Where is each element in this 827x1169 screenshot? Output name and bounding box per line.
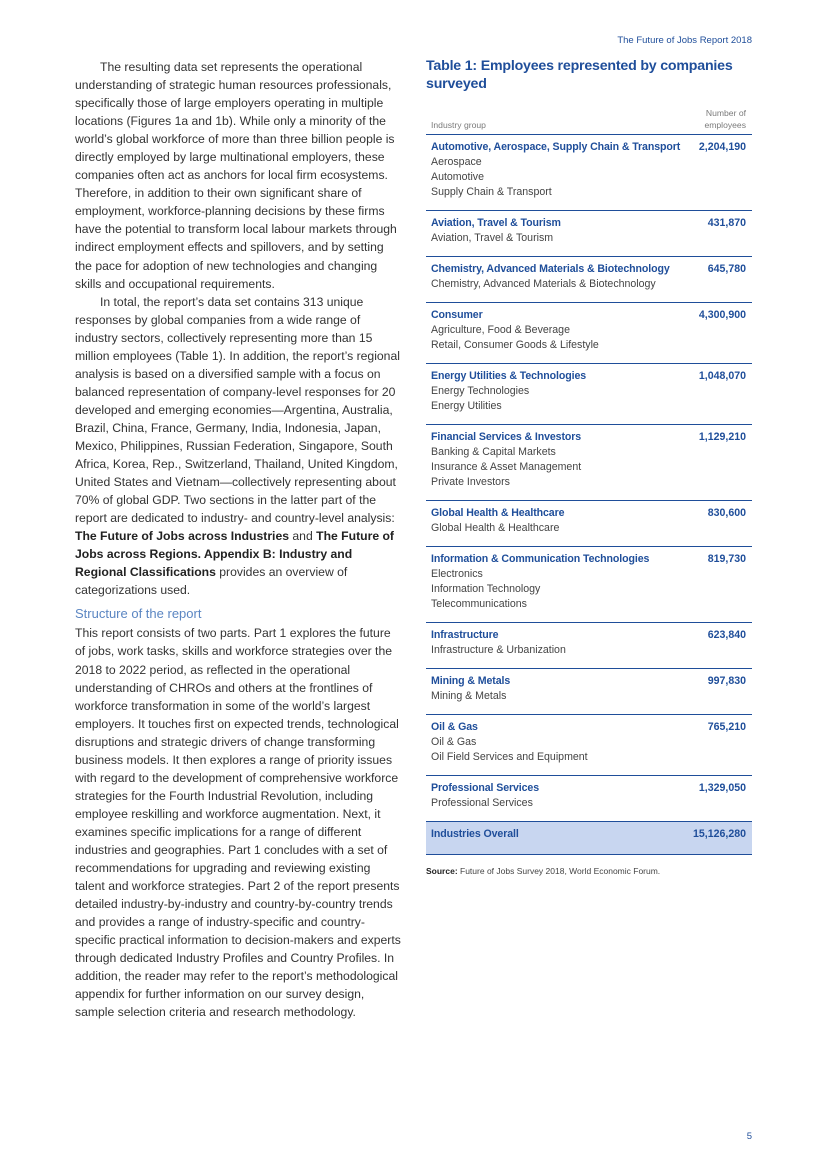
industry-group-name: Information & Communication Technologies [431, 553, 650, 565]
industry-subgroup: Aviation, Travel & Tourism [431, 232, 554, 244]
industry-subgroup: Banking & Capital Markets [431, 446, 556, 458]
employee-count: 2,204,190 [698, 141, 746, 153]
table-total-row [426, 822, 752, 855]
employee-count: 623,840 [707, 629, 746, 641]
source-text: Future of Jobs Survey 2018, World Economic Forum. [457, 866, 661, 876]
paragraph-2-text-c: and [289, 529, 317, 544]
industry-subgroup: Chemistry, Advanced Materials & Biotechnology [431, 278, 656, 290]
industry-group-name: Professional Services [431, 782, 540, 794]
employee-count: 1,048,070 [698, 370, 746, 382]
industry-group-name: Aviation, Travel & Tourism [431, 217, 561, 229]
industry-subgroup: Telecommunications [431, 598, 527, 610]
total-label: Industries Overall [431, 828, 519, 840]
table-title: Table 1: Employees represented by companies surveyed [426, 58, 733, 92]
table-row [426, 211, 752, 257]
industry-subgroup: Energy Technologies [431, 385, 530, 397]
industry-subgroup: Supply Chain & Transport [431, 186, 552, 198]
industry-subgroup: Infrastructure & Urbanization [431, 644, 566, 656]
paragraph-2-bold-2: The Future of Jobs across Regions. Appendix B: Industry and Regional Classifications [75, 529, 394, 580]
industry-subgroup: Automotive [431, 171, 484, 183]
industry-subgroup: Agriculture, Food & Beverage [431, 324, 570, 336]
table-row [426, 623, 752, 669]
table-row [426, 135, 752, 211]
employee-count: 4,300,900 [698, 309, 746, 321]
industry-group-name: Chemistry, Advanced Materials & Biotechnology [431, 263, 670, 275]
employee-count: 1,329,050 [698, 782, 746, 794]
industry-subgroup: Aerospace [431, 156, 482, 168]
employee-count: 997,830 [707, 675, 746, 687]
industry-subgroup: Oil & Gas [431, 736, 477, 748]
body-text-column [75, 58, 403, 1021]
industry-subgroup: Global Health & Healthcare [431, 522, 560, 534]
industry-subgroup: Insurance & Asset Management [431, 461, 582, 473]
industry-subgroup: Professional Services [431, 797, 533, 809]
table-source [426, 866, 752, 876]
employee-count: 645,780 [707, 263, 746, 275]
employee-count: 765,210 [707, 721, 746, 733]
table-row [426, 303, 752, 364]
industry-group-name: Financial Services & Investors [431, 431, 582, 443]
table-row [426, 669, 752, 715]
industry-subgroup: Electronics [431, 568, 483, 580]
page-number: 5 [746, 1131, 752, 1142]
paragraph-3: This report consists of two parts. Part 1 explores the future of jobs, work tasks, skills and workforce strategies over the 2018 to 2022 period, as reflected in the operational understanding of CHROs and others at the frontlines of workforce transformation in some of the world’s largest employers. It touches first on expected trends, technological disruptions and strategic drivers of change transforming business models. It then explores a range of priority issues with regard to the development of comprehensive workforce strategies for the Fourth Industrial Revolution, including employee reskilling and workforce augmentation. Next, it examines specific implications for a range of different industries and geographies. Part 1 concludes with a set of recommendations for upgrading and reviewing existing talent and workforce strategies. Part 2 of the report presents detailed industry-by-industry and country-by-country trends and provides a range of industry-specific and country-specific practical information to decision-makers and experts through dedicated Industry Profiles and Country Profiles. In addition, the reader may refer to the report’s methodological appendix for further information on our survey design, sample selection criteria and research methodology. [75, 626, 401, 1020]
employee-count: 830,600 [707, 507, 746, 519]
table-row [426, 776, 752, 822]
paragraph-2-bold-1: The Future of Jobs across Industries [75, 529, 290, 544]
industry-group-name: Infrastructure [431, 629, 499, 641]
industry-group-name: Global Health & Healthcare [431, 507, 565, 519]
employee-count: 819,730 [707, 553, 746, 565]
table-panel [426, 57, 752, 876]
column-header-number-of-employees: Number of employees [704, 108, 746, 130]
industry-group-name: Energy Utilities & Technologies [431, 370, 587, 382]
industry-group-name: Mining & Metals [431, 675, 511, 687]
industry-subgroup: Oil Field Services and Equipment [431, 751, 588, 763]
paragraph-2 [75, 293, 403, 600]
industry-group-name: Consumer [431, 309, 483, 321]
table-row [426, 501, 752, 547]
report-header: The Future of Jobs Report 2018 [617, 35, 752, 46]
paragraph-2-text-d: provides an overview of categorizations used. [75, 565, 348, 598]
column-header-industry-group: Industry group [431, 119, 486, 130]
section-heading: Structure of the report [75, 606, 202, 622]
table-row [426, 364, 752, 425]
industry-subgroup: Information Technology [431, 583, 541, 595]
industry-group-name: Automotive, Aerospace, Supply Chain & Transport [431, 141, 681, 153]
table-row [426, 715, 752, 776]
table-header [426, 108, 752, 135]
table-row [426, 257, 752, 303]
total-value: 15,126,280 [692, 828, 746, 840]
industry-subgroup: Mining & Metals [431, 690, 507, 702]
paragraph-2-text-a: In total, the report’s data set contains 313 unique responses by global companies from a wide range of industry sectors, collectively representing more than 15 million employees (Table 1). In addition, the report’s regional analysis is based on a diversified sample with a focus on balanced representation of company-level responses for 20 developed and emerging economies—Argentina, Australia, Brazil, China, France, Germany, India, Indonesia, Japan, Mexico, Philippines, Russian Federation, Singapore, South Africa, Korea, Rep., Switzerland, Thailand, United Kingdom, United States and Vietnam—collectively representing about 70% of global GDP. Two sections in the latter part of the report are dedicated to industry- and country-level analysis: [75, 294, 400, 526]
employee-count: 1,129,210 [698, 431, 746, 443]
industry-group-name: Oil & Gas [431, 721, 478, 733]
table-body [426, 135, 752, 822]
industry-subgroup: Energy Utilities [431, 400, 502, 412]
employee-count: 431,870 [707, 217, 746, 229]
table-row [426, 547, 752, 623]
table-row [426, 425, 752, 501]
source-label: Source: [426, 866, 458, 876]
industry-subgroup: Private Investors [431, 476, 510, 488]
paragraph-1: The resulting data set represents the operational understanding of strategic human resources professionals, specifically those of large employers operating in multiple locations (Figures 1a and 1b). While only a minority of the world’s global workforce of more than three billion people is directly employed by large multinational employers, these companies often act as anchors for local firm ecosystems. Therefore, in addition to their own significant share of employment, workforce-planning decisions by these firms have the potential to transform local labour markets through indirect employment effects and spillovers, and by setting the pace for adoption of new technologies and changing skills and occupational requirements. [75, 60, 397, 291]
industry-subgroup: Retail, Consumer Goods & Lifestyle [431, 339, 599, 351]
